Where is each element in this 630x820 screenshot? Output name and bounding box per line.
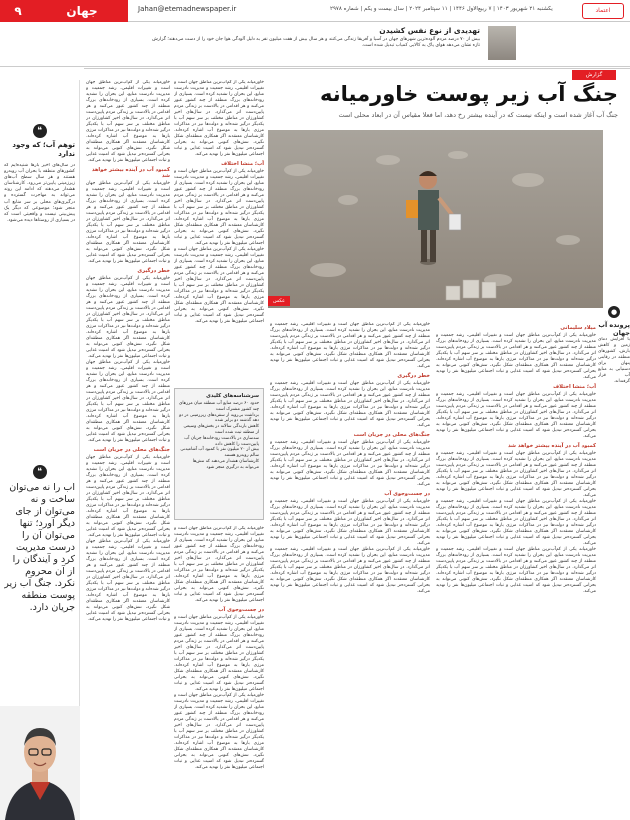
column-text: خاورمیانه یکی از کم‌آب‌ترین مناطق جهان است و تغییرات اقلیمی، رشد جمعیت و مدیریت نادرست منابع، این بحران را تشدید کرده است. بسیاری از رودخانه‌های بزرگ منطقه از چند کشور عبور می‌کنند و هر اقدامی در بالادست بر زندگی مردم پایین‌دست اثر می‌گذارد. در سال‌های اخیر کشاورزان در مناطق مختلف بر سر سهم آب با یکدیگر درگیر شده‌اند و دولت‌ها نیز در مذاکرات مرزی بارها به موضوع آب اشاره کرده‌اند. کارشناسان معتقدند اگر همکاری منطقه‌ای شکل نگیرد، تنش‌های کنونی می‌تواند به بحرانی گسترده‌تر تبدیل شود که امنیت غذایی و ثبات اجتماعی میلیون‌ها نفر را تهدید می‌کند. (86, 360, 170, 443)
article-headline: جنگ آب زیر پوست خاورمیانه (320, 82, 618, 106)
fact-item: حدود ۶۰ درصد منابع آب منطقه میان مرزهای چند کشور مشترک است (179, 401, 259, 412)
subhead-8: خطر درگیری (137, 268, 170, 274)
columnist-portrait (0, 706, 80, 820)
sidebar-title: پرونده آب جهان (598, 321, 630, 337)
teaser-photo (488, 26, 516, 60)
newspaper-logo: اعتماد (582, 3, 624, 19)
sidebar-text: با افزایش دمای زمین و کاهش بارش، کشورهای منطقه در رقابتی پنهان برای دستیابی به منابع آب قرار گرفته‌اند. (598, 337, 630, 384)
column-text: خاورمیانه یکی از کم‌آب‌ترین مناطق جهان است و تغییرات اقلیمی، رشد جمعیت و مدیریت نادرست منابع، این بحران را تشدید کرده است. بسیاری از رودخانه‌های بزرگ منطقه از چند کشور عبور می‌کنند و هر اقدامی در بالادست بر زندگی مردم پایین‌دست اثر می‌گذارد. در سال‌های اخیر کشاورزان در مناطق مختلف بر سر سهم آب با یکدیگر درگیر شده‌اند و دولت‌ها نیز در مذاکرات مرزی بارها به موضوع آب اشاره کرده‌اند. کارشناسان معتقدند اگر همکاری منطقه‌ای شکل نگیرد، تنش‌های کنونی می‌تواند به بحرانی گسترده‌تر تبدیل شود که امنیت غذایی و ثبات اجتماعی میلیون‌ها نفر را تهدید می‌کند. (174, 526, 264, 603)
key-facts-box (174, 388, 264, 520)
quote-icon-2: ❝ (33, 465, 47, 479)
article-column-5 (174, 526, 264, 812)
teaser-title: تهدیدی از نوع نفس کشیدن (379, 26, 480, 35)
section-label: جهان (36, 0, 128, 22)
article-column-4 (86, 80, 170, 820)
column-text: خاورمیانه یکی از کم‌آب‌ترین مناطق جهان است و تغییرات اقلیمی، رشد جمعیت و مدیریت نادرست منابع، این بحران را تشدید کرده است. بسیاری از رودخانه‌های بزرگ منطقه از چند کشور عبور می‌کنند و هر اقدامی در بالادست بر زندگی مردم پایین‌دست اثر می‌گذارد. در سال‌های اخیر کشاورزان در مناطق مختلف بر سر سهم آب با یکدیگر درگیر شده‌اند و دولت‌ها نیز در مذاکرات مرزی بارها به موضوع آب اشاره کرده‌اند. کارشناسان معتقدند اگر همکاری منطقه‌ای شکل نگیرد، تنش‌های کنونی می‌تواند به بحرانی گسترده‌تر تبدیل شود که امنیت غذایی و ثبات اجتماعی میلیون‌ها نفر را تهدید می‌کند. (86, 455, 170, 538)
subhead-6: آب؛ منشا اختلاف (221, 161, 264, 167)
column-text: خاورمیانه یکی از کم‌آب‌ترین مناطق جهان است و تغییرات اقلیمی، رشد جمعیت و مدیریت نادرست منابع، این بحران را تشدید کرده است. بسیاری از رودخانه‌های بزرگ منطقه از چند کشور عبور می‌کنند و هر اقدامی در بالادست بر زندگی مردم پایین‌دست اثر می‌گذارد. در سال‌های اخیر کشاورزان در مناطق مختلف بر سر سهم آب با یکدیگر درگیر شده‌اند و دولت‌ها نیز در مذاکرات مرزی بارها به موضوع آب اشاره کرده‌اند. کارشناسان معتقدند اگر همکاری منطقه‌ای شکل نگیرد، تنش‌های کنونی می‌تواند به بحرانی گسترده‌تر تبدیل شود که امنیت غذایی و ثبات اجتماعی میلیون‌ها نفر را تهدید می‌کند. (270, 440, 430, 487)
column-text: خاورمیانه یکی از کم‌آب‌ترین مناطق جهان است و تغییرات اقلیمی، رشد جمعیت و مدیریت نادرست منابع، این بحران را تشدید کرده است. بسیاری از رودخانه‌های بزرگ منطقه از چند کشور عبور می‌کنند و هر اقدامی در بالادست بر زندگی مردم پایین‌دست اثر می‌گذارد. در سال‌های اخیر کشاورزان در مناطق مختلف بر سر سهم آب با یکدیگر درگیر شده‌اند و دولت‌ها نیز در مذاکرات مرزی بارها به موضوع آب اشاره کرده‌اند. کارشناسان معتقدند اگر همکاری منطقه‌ای شکل نگیرد، تنش‌های کنونی می‌تواند به بحرانی گسترده‌تر تبدیل شود که امنیت غذایی و ثبات اجتماعی میلیون‌ها نفر را تهدید می‌کند. (270, 499, 430, 546)
teaser (150, 26, 480, 60)
teaser-text: بیش از ۷۰ درصد مردم آلوده‌ترین شهرهای جهان در آسیا و آفریقا زندگی می‌کنند و هر سال بیش از هفت میلیون نفر به دلیل آلودگی هوا جان خود را از دست می‌دهند؛ گزارش تازه نشان می‌دهد هوای پاک به کالایی کمیاب تبدیل شده است. (152, 37, 480, 48)
fact-item: بیش از ۲۰ میلیون نفر با کمبود آب آشامیدنی سالم روبه‌رو هستند (180, 447, 259, 459)
column-text: خاورمیانه یکی از کم‌آب‌ترین مناطق جهان است و تغییرات اقلیمی، رشد جمعیت و مدیریت نادرست منابع، این بحران را تشدید کرده است. بسیاری از رودخانه‌های بزرگ منطقه از چند کشور عبور می‌کنند و هر اقدامی در بالادست بر زندگی مردم پایین‌دست اثر می‌گذارد. در سال‌های اخیر کشاورزان در مناطق مختلف بر سر سهم آب با یکدیگر درگیر شده‌اند و دولت‌ها نیز در مذاکرات مرزی بارها به موضوع آب اشاره کرده‌اند. کارشناسان معتقدند اگر همکاری منطقه‌ای شکل نگیرد، تنش‌های کنونی می‌تواند به بحرانی گسترده‌تر تبدیل شود که امنیت غذایی و ثبات اجتماعی میلیون‌ها نفر را تهدید می‌کند. (174, 80, 264, 157)
column-text: خاورمیانه یکی از کم‌آب‌ترین مناطق جهان است و تغییرات اقلیمی، رشد جمعیت و مدیریت نادرست منابع، این بحران را تشدید کرده است. بسیاری از رودخانه‌های بزرگ منطقه از چند کشور عبور می‌کنند و هر اقدامی در بالادست بر زندگی مردم پایین‌دست اثر می‌گذارد. در سال‌های اخیر کشاورزان در مناطق مختلف بر سر سهم آب با یکدیگر درگیر شده‌اند و دولت‌ها نیز در مذاکرات مرزی بارها به موضوع آب اشاره کرده‌اند. کارشناسان معتقدند اگر همکاری منطقه‌ای شکل نگیرد، تنش‌های کنونی می‌تواند به بحرانی گسترده‌تر تبدیل شود که امنیت غذایی و ثبات اجتماعی میلیون‌ها نفر را تهدید می‌کند. (436, 333, 596, 380)
column-text: خاورمیانه یکی از کم‌آب‌ترین مناطق جهان است و تغییرات اقلیمی، رشد جمعیت و مدیریت نادرست منابع، این بحران را تشدید کرده است. بسیاری از رودخانه‌های بزرگ منطقه از چند کشور عبور می‌کنند و هر اقدامی در بالادست بر زندگی مردم پایین‌دست اثر می‌گذارد. در سال‌های اخیر کشاورزان در مناطق مختلف بر سر سهم آب با یکدیگر درگیر شده‌اند و دولت‌ها نیز در مذاکرات مرزی بارها به موضوع آب اشاره کرده‌اند. کارشناسان معتقدند اگر همکاری منطقه‌ای شکل نگیرد، تنش‌های کنونی می‌تواند به بحرانی گسترده‌تر تبدیل شود که امنیت غذایی و ثبات اجتماعی میلیون‌ها نفر را تهدید می‌کند. (436, 451, 596, 498)
divider (84, 68, 630, 69)
subhead-9: جنگ‌های محلی در جریان است (93, 447, 170, 453)
divider (0, 66, 630, 67)
subhead-10: در جست‌وجوی آب (218, 607, 264, 613)
right-sidebar (598, 306, 630, 496)
box-title: سرشناسه‌های کلیدی (206, 393, 259, 399)
column-text: خاورمیانه یکی از کم‌آب‌ترین مناطق جهان است و تغییرات اقلیمی، رشد جمعیت و مدیریت نادرست منابع، این بحران را تشدید کرده است. بسیاری از رودخانه‌های بزرگ منطقه از چند کشور عبور می‌کنند و هر اقدامی در بالادست بر زندگی مردم پایین‌دست اثر می‌گذارد. در سال‌های اخیر کشاورزان در مناطق مختلف بر سر سهم آب با یکدیگر درگیر شده‌اند و دولت‌ها نیز در مذاکرات مرزی بارها به موضوع آب اشاره کرده‌اند. کارشناسان معتقدند اگر همکاری منطقه‌ای شکل نگیرد، تنش‌های کنونی می‌تواند به بحرانی گسترده‌تر تبدیل شود که امنیت غذایی و ثبات اجتماعی میلیون‌ها نفر را تهدید می‌کند. (174, 693, 264, 770)
article-column-1 (436, 322, 596, 812)
article-deck: جنگ آب آغاز شده است و اینکه نیست که در آینده بیشتر رخ دهد، اما فعلا مقیاس آن در ابعاد محلی است (338, 111, 618, 119)
column-text: خاورمیانه یکی از کم‌آب‌ترین مناطق جهان است و تغییرات اقلیمی، رشد جمعیت و مدیریت نادرست منابع، این بحران را تشدید کرده است. بسیاری از رودخانه‌های بزرگ منطقه از چند کشور عبور می‌کنند و هر اقدامی در بالادست بر زندگی مردم پایین‌دست اثر می‌گذارد. در سال‌های اخیر کشاورزان در مناطق مختلف بر سر سهم آب با یکدیگر درگیر شده‌اند و دولت‌ها نیز در مذاکرات مرزی بارها به موضوع آب اشاره کرده‌اند. کارشناسان معتقدند اگر همکاری منطقه‌ای شکل نگیرد، تنش‌های کنونی می‌تواند به بحرانی گسترده‌تر تبدیل شود که امنیت غذایی و ثبات اجتماعی میلیون‌ها نفر را تهدید می‌کند. (174, 247, 264, 324)
subhead-1: آب؛ منشا اختلاف (553, 384, 596, 390)
column-text: خاورمیانه یکی از کم‌آب‌ترین مناطق جهان است و تغییرات اقلیمی، رشد جمعیت و مدیریت نادرست منابع، این بحران را تشدید کرده است. بسیاری از رودخانه‌های بزرگ منطقه از چند کشور عبور می‌کنند و هر اقدامی در بالادست بر زندگی مردم پایین‌دست اثر می‌گذارد. در سال‌های اخیر کشاورزان در مناطق مختلف بر سر سهم آب با یکدیگر درگیر شده‌اند و دولت‌ها نیز در مذاکرات مرزی بارها به موضوع آب اشاره کرده‌اند. کارشناسان معتقدند اگر همکاری منطقه‌ای شکل نگیرد، تنش‌های کنونی می‌تواند به بحرانی گسترده‌تر تبدیل شود که امنیت غذایی و ثبات اجتماعی میلیون‌ها نفر را تهدید می‌کند. (86, 276, 170, 359)
column-text: خاورمیانه یکی از کم‌آب‌ترین مناطق جهان است و تغییرات اقلیمی، رشد جمعیت و مدیریت نادرست منابع، این بحران را تشدید کرده است. بسیاری از رودخانه‌های بزرگ منطقه از چند کشور عبور می‌کنند و هر اقدامی در بالادست بر زندگی مردم پایین‌دست اثر می‌گذارد. در سال‌های اخیر کشاورزان در مناطق مختلف بر سر سهم آب با یکدیگر درگیر شده‌اند و دولت‌ها نیز در مذاکرات مرزی بارها به موضوع آب اشاره کرده‌اند. کارشناسان معتقدند اگر همکاری منطقه‌ای شکل نگیرد، تنش‌های کنونی می‌تواند به بحرانی گسترده‌تر تبدیل شود که امنیت غذایی و ثبات اجتماعی میلیون‌ها نفر را تهدید می‌کند. (174, 169, 264, 246)
column-text: خاورمیانه یکی از کم‌آب‌ترین مناطق جهان است و تغییرات اقلیمی، رشد جمعیت و مدیریت نادرست منابع، این بحران را تشدید کرده است. بسیاری از رودخانه‌های بزرگ منطقه از چند کشور عبور می‌کنند و هر اقدامی در بالادست بر زندگی مردم پایین‌دست اثر می‌گذارد. در سال‌های اخیر کشاورزان در مناطق مختلف بر سر سهم آب با یکدیگر درگیر شده‌اند و دولت‌ها نیز در مذاکرات مرزی بارها به موضوع آب اشاره کرده‌اند. کارشناسان معتقدند اگر همکاری منطقه‌ای شکل نگیرد، تنش‌های کنونی می‌تواند به بحرانی گسترده‌تر تبدیل شود که امنیت غذایی و ثبات اجتماعی میلیون‌ها نفر را تهدید می‌کند. (436, 547, 596, 594)
column-text: خاورمیانه یکی از کم‌آب‌ترین مناطق جهان است و تغییرات اقلیمی، رشد جمعیت و مدیریت نادرست منابع، این بحران را تشدید کرده است. بسیاری از رودخانه‌های بزرگ منطقه از چند کشور عبور می‌کنند و هر اقدامی در بالادست بر زندگی مردم پایین‌دست اثر می‌گذارد. در سال‌های اخیر کشاورزان در مناطق مختلف بر سر سهم آب با یکدیگر درگیر شده‌اند و دولت‌ها نیز در مذاکرات مرزی بارها به موضوع آب اشاره کرده‌اند. کارشناسان معتقدند اگر همکاری منطقه‌ای شکل نگیرد، تنش‌های کنونی می‌تواند به بحرانی گسترده‌تر تبدیل شود که امنیت غذایی و ثبات اجتماعی میلیون‌ها نفر را تهدید می‌کند. (270, 547, 430, 594)
subhead-7: کمبود آب در آینده بیشتر خواهد شد (91, 167, 170, 179)
opinion-text: در سال‌های اخیر بارها شنیده‌ایم که کشورهای منطقه با بحران آب روبه‌رو هستند و هر سال سطح آب‌های زیرزمینی پایین‌تر می‌رود. کارشناسان هشدار می‌دهند که ادامه این روند می‌تواند به مهاجرت گسترده و درگیری‌های محلی بر سر منابع آب منجر شود؛ موضوعی که دیگر یک پیش‌بینی نیست و واقعیتی است که در بسیاری از روستاها دیده می‌شود. (4, 163, 75, 223)
fact-item: سدسازی در بالادست رودخانه‌ها جریان آب پایین‌دست را کاهش داده (184, 435, 259, 447)
page-number: ۹ (0, 0, 36, 22)
main-photo (268, 130, 603, 308)
subhead-4: جنگ‌های محلی در جریان است (353, 432, 430, 438)
pull-quote: آب را نه می‌توان ساخت و نه می‌توان از جای دیگر آورد؛ تنها می‌توان آن را درست مدیریت کرد و آیندگان را از آن محروم نکرد. جنگ آب زیر پوست منطقه جریان دارد. (4, 482, 75, 613)
column-text: خاورمیانه یکی از کم‌آب‌ترین مناطق جهان است و تغییرات اقلیمی، رشد جمعیت و مدیریت نادرست منابع، این بحران را تشدید کرده است. بسیاری از رودخانه‌های بزرگ منطقه از چند کشور عبور می‌کنند و هر اقدامی در بالادست بر زندگی مردم پایین‌دست اثر می‌گذارد. در سال‌های اخیر کشاورزان در مناطق مختلف بر سر سهم آب با یکدیگر درگیر شده‌اند و دولت‌ها نیز در مذاکرات مرزی بارها به موضوع آب اشاره کرده‌اند. کارشناسان معتقدند اگر همکاری منطقه‌ای شکل نگیرد، تنش‌های کنونی می‌تواند به بحرانی گسترده‌تر تبدیل شود که امنیت غذایی و ثبات اجتماعی میلیون‌ها نفر را تهدید می‌کند. (436, 392, 596, 439)
sidebar-icon: ● (608, 306, 620, 318)
rubric-label: گزارش (572, 70, 616, 80)
fact-item: کاهش بارندگی سالانه در بخش‌های وسیعی از منطقه ثبت شده است (183, 424, 259, 435)
photo-credit: عکس (268, 296, 290, 306)
column-text: خاورمیانه یکی از کم‌آب‌ترین مناطق جهان است و تغییرات اقلیمی، رشد جمعیت و مدیریت نادرست منابع، این بحران را تشدید کرده است. بسیاری از رودخانه‌های بزرگ منطقه از چند کشور عبور می‌کنند و هر اقدامی در بالادست بر زندگی مردم پایین‌دست اثر می‌گذارد. در سال‌های اخیر کشاورزان در مناطق مختلف بر سر سهم آب با یکدیگر درگیر شده‌اند و دولت‌ها نیز در مذاکرات مرزی بارها به موضوع آب اشاره کرده‌اند. کارشناسان معتقدند اگر همکاری منطقه‌ای شکل نگیرد، تنش‌های کنونی می‌تواند به بحرانی گسترده‌تر تبدیل شود که امنیت غذایی و ثبات اجتماعی میلیون‌ها نفر را تهدید می‌کند. (86, 539, 170, 622)
column-text: خاورمیانه یکی از کم‌آب‌ترین مناطق جهان است و تغییرات اقلیمی، رشد جمعیت و مدیریت نادرست منابع، این بحران را تشدید کرده است. بسیاری از رودخانه‌های بزرگ منطقه از چند کشور عبور می‌کنند و هر اقدامی در بالادست بر زندگی مردم پایین‌دست اثر می‌گذارد. در سال‌های اخیر کشاورزان در مناطق مختلف بر سر سهم آب با یکدیگر درگیر شده‌اند و دولت‌ها نیز در مذاکرات مرزی بارها به موضوع آب اشاره کرده‌اند. کارشناسان معتقدند اگر همکاری منطقه‌ای شکل نگیرد، تنش‌های کنونی می‌تواند به بحرانی گسترده‌تر تبدیل شود که امنیت غذایی و ثبات اجتماعی میلیون‌ها نفر را تهدید می‌کند. (436, 499, 596, 546)
fact-item: برداشت بی‌رویه از سفره‌های زیرزمینی در دو دهه گذشته دو برابر شده (179, 412, 259, 424)
column-text: خاورمیانه یکی از کم‌آب‌ترین مناطق جهان است و تغییرات اقلیمی، رشد جمعیت و مدیریت نادرست منابع، این بحران را تشدید کرده است. بسیاری از رودخانه‌های بزرگ منطقه از چند کشور عبور می‌کنند و هر اقدامی در بالادست بر زندگی مردم پایین‌دست اثر می‌گذارد. در سال‌های اخیر کشاورزان در مناطق مختلف بر سر سهم آب با یکدیگر درگیر شده‌اند و دولت‌ها نیز در مذاکرات مرزی بارها به موضوع آب اشاره کرده‌اند. کارشناسان معتقدند اگر همکاری منطقه‌ای شکل نگیرد، تنش‌های کنونی می‌تواند به بحرانی گسترده‌تر تبدیل شود که امنیت غذایی و ثبات اجتماعی میلیون‌ها نفر را تهدید می‌کند. (86, 80, 170, 163)
section-email[interactable]: Jahan@etemadnewspaper.ir (138, 5, 237, 13)
fact-item: کارشناسان هشدار می‌دهند که تنش‌ها می‌تواند به درگیری منجر شود (192, 458, 259, 470)
date-line: یکشنبه ۲۱ شهریور ۱۴۰۳ | ۷ ربیع‌الاول ۱۴۴۶ | ۱۱ سپتامبر ۲۰۲۴ | سال بیست و یکم | شماره ۲۹۷۸ (330, 6, 553, 12)
article-column-2 (270, 322, 430, 812)
column-text: خاورمیانه یکی از کم‌آب‌ترین مناطق جهان است و تغییرات اقلیمی، رشد جمعیت و مدیریت نادرست منابع، این بحران را تشدید کرده است. بسیاری از رودخانه‌های بزرگ منطقه از چند کشور عبور می‌کنند و هر اقدامی در بالادست بر زندگی مردم پایین‌دست اثر می‌گذارد. در سال‌های اخیر کشاورزان در مناطق مختلف بر سر سهم آب با یکدیگر درگیر شده‌اند و دولت‌ها نیز در مذاکرات مرزی بارها به موضوع آب اشاره کرده‌اند. کارشناسان معتقدند اگر همکاری منطقه‌ای شکل نگیرد، تنش‌های کنونی می‌تواند به بحرانی گسترده‌تر تبدیل شود که امنیت غذایی و ثبات اجتماعی میلیون‌ها نفر را تهدید می‌کند. (270, 322, 430, 369)
column-text: خاورمیانه یکی از کم‌آب‌ترین مناطق جهان است و تغییرات اقلیمی، رشد جمعیت و مدیریت نادرست منابع، این بحران را تشدید کرده است. بسیاری از رودخانه‌های بزرگ منطقه از چند کشور عبور می‌کنند و هر اقدامی در بالادست بر زندگی مردم پایین‌دست اثر می‌گذارد. در سال‌های اخیر کشاورزان در مناطق مختلف بر سر سهم آب با یکدیگر درگیر شده‌اند و دولت‌ها نیز در مذاکرات مرزی بارها به موضوع آب اشاره کرده‌اند. کارشناسان معتقدند اگر همکاری منطقه‌ای شکل نگیرد، تنش‌های کنونی می‌تواند به بحرانی گسترده‌تر تبدیل شود که امنیت غذایی و ثبات اجتماعی میلیون‌ها نفر را تهدید می‌کند. (270, 381, 430, 428)
subhead-3: خطر درگیری (397, 373, 430, 379)
article-column-3 (174, 80, 264, 380)
opinion-kicker: توهم آب؛ که وجود ندارد (12, 141, 75, 158)
subhead-2: کمبود آب در آینده بیشتر خواهد شد (507, 443, 596, 449)
author-byline: میلاد سلیمانی (560, 325, 596, 331)
subhead-5: در جست‌وجوی آب (384, 491, 430, 497)
column-text: خاورمیانه یکی از کم‌آب‌ترین مناطق جهان است و تغییرات اقلیمی، رشد جمعیت و مدیریت نادرست منابع، این بحران را تشدید کرده است. بسیاری از رودخانه‌های بزرگ منطقه از چند کشور عبور می‌کنند و هر اقدامی در بالادست بر زندگی مردم پایین‌دست اثر می‌گذارد. در سال‌های اخیر کشاورزان در مناطق مختلف بر سر سهم آب با یکدیگر درگیر شده‌اند و دولت‌ها نیز در مذاکرات مرزی بارها به موضوع آب اشاره کرده‌اند. کارشناسان معتقدند اگر همکاری منطقه‌ای شکل نگیرد، تنش‌های کنونی می‌تواند به بحرانی گسترده‌تر تبدیل شود که امنیت غذایی و ثبات اجتماعی میلیون‌ها نفر را تهدید می‌کند. (86, 181, 170, 264)
column-text: خاورمیانه یکی از کم‌آب‌ترین مناطق جهان است و تغییرات اقلیمی، رشد جمعیت و مدیریت نادرست منابع، این بحران را تشدید کرده است. بسیاری از رودخانه‌های بزرگ منطقه از چند کشور عبور می‌کنند و هر اقدامی در بالادست بر زندگی مردم پایین‌دست اثر می‌گذارد. در سال‌های اخیر کشاورزان در مناطق مختلف بر سر سهم آب با یکدیگر درگیر شده‌اند و دولت‌ها نیز در مذاکرات مرزی بارها به موضوع آب اشاره کرده‌اند. کارشناسان معتقدند اگر همکاری منطقه‌ای شکل نگیرد، تنش‌های کنونی می‌تواند به بحرانی گسترده‌تر تبدیل شود که امنیت غذایی و ثبات اجتماعی میلیون‌ها نفر را تهدید می‌کند. (174, 615, 264, 692)
quote-icon: ❝ (33, 124, 47, 138)
